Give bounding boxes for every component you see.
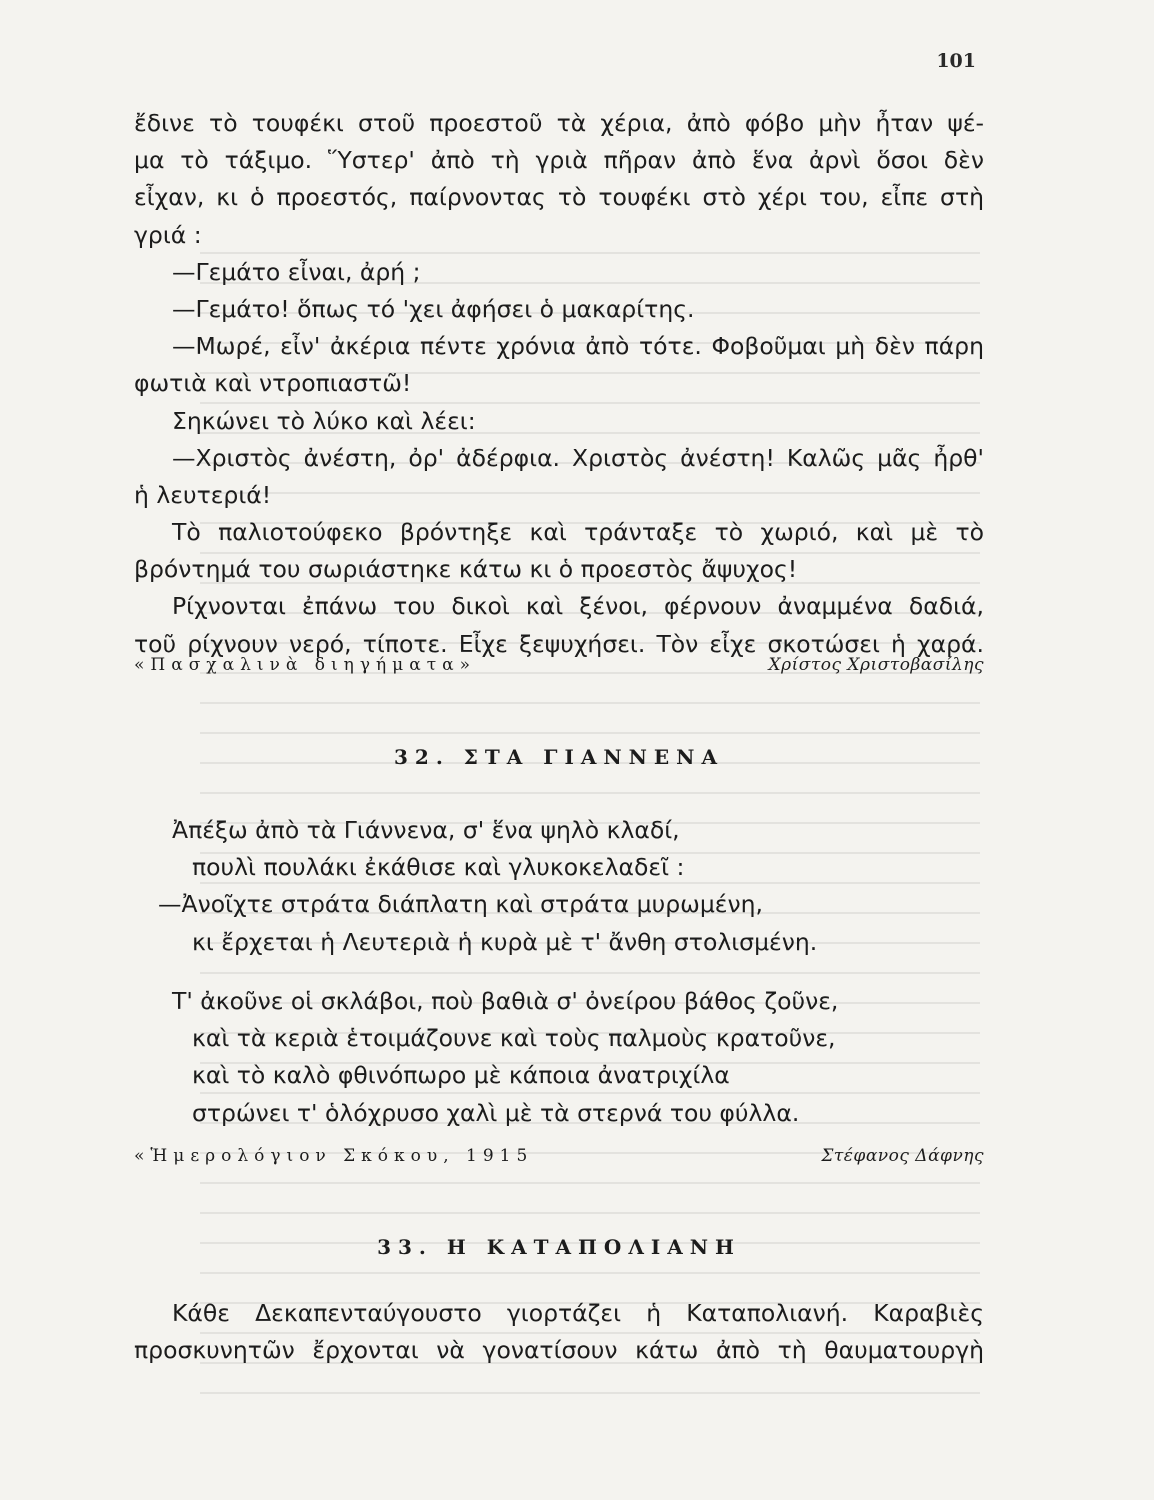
poem-line: Τ' ἀκοῦνε οἱ σκλάβοι, ποὺ βαθιὰ σ' ὀνείρου βάθος ζοῦνε, — [172, 987, 839, 1015]
text-line: εἶχαν, κι ὁ προεστός, παίρνοντας τὸ τουφέκι στὸ χέρι του, εἶπε στὴ — [134, 183, 984, 212]
text-line: Κάθε Δεκαπενταύγουστο γιορτάζει ἡ Καταπολιανή. Καραβιὲς — [172, 1299, 984, 1327]
dialogue-line: —Μωρέ, εἶν' ἀκέρια πέντε χρόνια ἀπὸ τότε. Φοβοῦμαι μὴ δὲν πάρη — [172, 332, 984, 361]
poem-stanza — [172, 983, 972, 1132]
source-author: Στέφανος Δάφνης — [821, 1146, 984, 1166]
text-line: τοῦ ρίχνουν νερό, τίποτε. Εἶχε ξεψυχήσει. Τὸν εἶχε σκοτώσει ἡ χαρά. — [134, 629, 984, 658]
text-line: βρόντημά του σωριάστηκε κάτω κι ὁ προεστὸς ἄψυχος! — [134, 555, 798, 584]
poem-stanza — [158, 812, 972, 961]
dialogue-line: —Χριστὸς ἀνέστη, ὀρ' ἀδέρφια. Χριστὸς ἀνέστη! Καλῶς μᾶς ἦρθ' — [172, 443, 984, 472]
page-number: 101 — [936, 50, 976, 72]
text-line: μα τὸ τάξιμο. Ὕστερ' ἀπὸ τὴ γριὰ πῆραν ἀπὸ ἕνα ἀρνὶ ὅσοι δὲν — [134, 146, 984, 175]
text-line: φωτιὰ καὶ ντροπιαστῶ! — [134, 369, 412, 398]
poem-line: κι ἔρχεται ἡ Λευτεριὰ ἡ κυρὰ μὲ τ' ἄνθη στολισμένη. — [192, 927, 818, 956]
text-line: γριά : — [134, 220, 202, 249]
text-line: Σηκώνει τὸ λύκο καὶ λέει: — [172, 406, 476, 435]
story-text — [134, 1295, 984, 1369]
text-line: ἔδινε τὸ τουφέκι στοῦ προεστοῦ τὰ χέρια, ἀπὸ φόβο μὴν ἦταν ψέ- — [134, 109, 984, 137]
section-heading: 32. ΣΤΑ ΓΙΑΝΝΕΝΑ — [394, 745, 724, 769]
source-attribution — [134, 650, 984, 680]
source-work: «Πασχαλινὰ διηγήματα» — [134, 655, 476, 675]
source-attribution — [134, 1141, 984, 1171]
source-work: «Ἡμερολόγιον Σκόκου, 1915 — [134, 1146, 534, 1166]
poem-line: καὶ τὸ καλὸ φθινόπωρο μὲ κάποια ἀνατριχίλα — [192, 1061, 730, 1090]
dialogue-line: —Γεμάτο! ὅπως τό 'χει ἀφήσει ὁ μακαρίτης. — [172, 294, 695, 323]
story-text — [134, 105, 984, 663]
section-heading: 33. Η ΚΑΤΑΠΟΛΙΑΝΗ — [377, 1235, 741, 1259]
poem-line: πουλὶ πουλάκι ἐκάθισε καὶ γλυκοκελαδεῖ : — [192, 853, 685, 882]
poem-line: στρώνει τ' ὁλόχρυσο χαλὶ μὲ τὰ στερνά του φύλλα. — [192, 1098, 800, 1127]
text-line: προσκυνητῶν ἔρχονται νὰ γονατίσουν κάτω ἀπὸ τὴ θαυματουργὴ — [134, 1336, 984, 1365]
dialogue-line: —Γεμάτο εἶναι, ἀρή ; — [172, 257, 421, 286]
text-line: Τὸ παλιοτούφεκο βρόντηξε καὶ τράνταξε τὸ χωριό, καὶ μὲ τὸ — [172, 518, 984, 547]
text-line: Ρίχνονται ἐπάνω του δικοὶ καὶ ξένοι, φέρνουν ἀναμμένα δαδιά, — [172, 592, 984, 621]
poem-line: καὶ τὰ κεριὰ ἑτοιμάζουνε καὶ τοὺς παλμοὺς κρατοῦνε, — [192, 1024, 836, 1053]
poem-line: —Ἀνοῖχτε στράτα διάπλατη καὶ στράτα μυρωμένη, — [158, 890, 763, 919]
source-author: Χρίστος Χριστοβασίλης — [768, 655, 984, 675]
poem-line: Ἀπέξω ἀπὸ τὰ Γιάννενα, σ' ἕνα ψηλὸ κλαδί, — [172, 816, 680, 844]
text-line: ἡ λευτεριά! — [134, 480, 272, 509]
